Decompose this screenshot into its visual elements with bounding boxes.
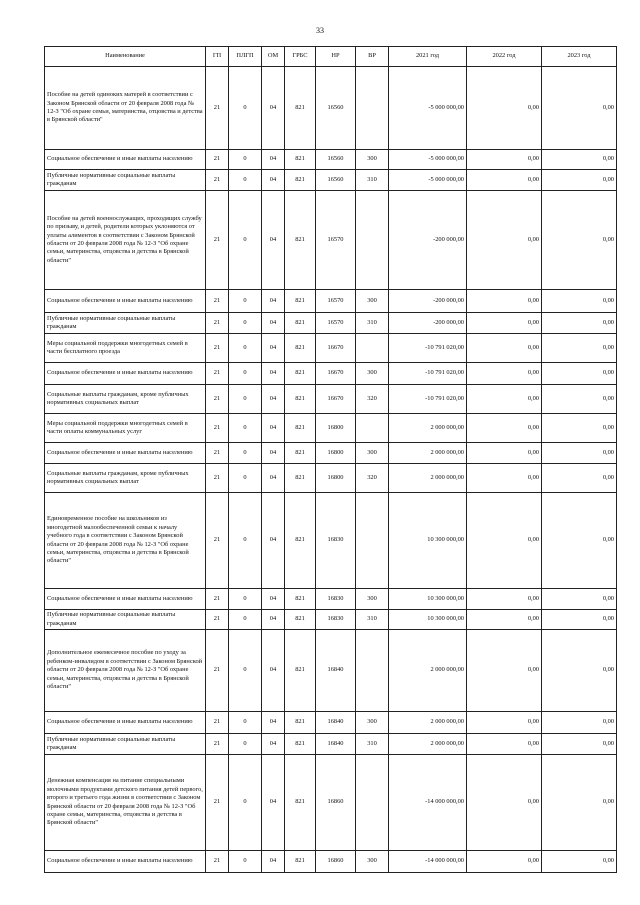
- column-gp-header: ГП: [206, 47, 229, 67]
- table-header-row: [45, 47, 617, 67]
- column-nr-cell: 16840: [316, 734, 356, 755]
- column-grbs-cell: 821: [285, 712, 316, 734]
- column-om-cell: 04: [262, 610, 285, 630]
- column-name-cell: Единовременное пособие на школьников из многодетной малообеспеченной семьи к началу учебного года в соответствии с Законом Брянской области от 20 февраля 2008 года № 12-З "Об охране семьи, материнства, отцовства и детства в Брянской области": [45, 493, 206, 589]
- column-2023-cell: 0,00: [542, 67, 617, 150]
- column-om-cell: 04: [262, 313, 285, 334]
- column-2023-cell: 0,00: [542, 755, 617, 851]
- column-grbs-cell: 821: [285, 313, 316, 334]
- table-row: [45, 734, 617, 755]
- column-name-cell: Социальное обеспечение и иные выплаты населению: [45, 851, 206, 873]
- column-vr-cell: [356, 755, 389, 851]
- table-row: [45, 589, 617, 610]
- column-plgp-cell: 0: [229, 712, 262, 734]
- column-grbs-cell: 821: [285, 150, 316, 170]
- column-name-cell: Дополнительное ежемесячное пособие по уходу за ребенком-инвалидом в соответствии с Законом Брянской области от 20 февраля 2008 года № 12-З "Об охране семьи, материнства, отцовства и детства в Брянской области": [45, 630, 206, 712]
- column-name-cell: Меры социальной поддержки многодетных семей в части бесплатного проезда: [45, 334, 206, 363]
- column-2022-cell: 0,00: [467, 67, 542, 150]
- budget-table: [44, 46, 617, 873]
- column-nr-cell: 16570: [316, 290, 356, 313]
- column-name-cell: Социальное обеспечение и иные выплаты населению: [45, 589, 206, 610]
- table-row: [45, 313, 617, 334]
- column-name-cell: Социальное обеспечение и иные выплаты населению: [45, 712, 206, 734]
- column-plgp-cell: 0: [229, 150, 262, 170]
- column-om-cell: 04: [262, 493, 285, 589]
- table-row: [45, 150, 617, 170]
- column-2021-cell: -14 000 000,00: [389, 755, 467, 851]
- column-nr-cell: 16800: [316, 414, 356, 443]
- column-2021-cell: 10 300 000,00: [389, 493, 467, 589]
- column-2022-cell: 0,00: [467, 290, 542, 313]
- column-nr-cell: 16570: [316, 313, 356, 334]
- column-vr-header: ВР: [356, 47, 389, 67]
- column-name-cell: Социальные выплаты гражданам, кроме публичных нормативных социальных выплат: [45, 385, 206, 414]
- column-gp-cell: 21: [206, 734, 229, 755]
- column-plgp-cell: 0: [229, 290, 262, 313]
- column-2021-cell: 10 300 000,00: [389, 589, 467, 610]
- column-vr-cell: 300: [356, 851, 389, 873]
- column-2023-cell: 0,00: [542, 734, 617, 755]
- column-plgp-cell: 0: [229, 67, 262, 150]
- column-name-cell: Пособие на детей одиноких матерей в соответствии с Законом Брянской области от 20 февраля 2008 года № 12-З "Об охране семьи, материнства, отцовства и детства в Брянской области": [45, 67, 206, 150]
- column-gp-cell: 21: [206, 464, 229, 493]
- column-2022-cell: 0,00: [467, 363, 542, 385]
- column-vr-cell: 300: [356, 290, 389, 313]
- column-2022-cell: 0,00: [467, 493, 542, 589]
- column-grbs-cell: 821: [285, 734, 316, 755]
- column-2023-cell: 0,00: [542, 414, 617, 443]
- column-2023-cell: 0,00: [542, 385, 617, 414]
- column-plgp-cell: 0: [229, 363, 262, 385]
- column-gp-cell: 21: [206, 170, 229, 191]
- column-2021-cell: -10 791 020,00: [389, 363, 467, 385]
- column-plgp-cell: 0: [229, 464, 262, 493]
- table-row: [45, 443, 617, 464]
- column-nr-cell: 16670: [316, 334, 356, 363]
- column-plgp-cell: 0: [229, 334, 262, 363]
- column-om-cell: 04: [262, 414, 285, 443]
- column-2022-cell: 0,00: [467, 712, 542, 734]
- column-gp-cell: 21: [206, 493, 229, 589]
- column-grbs-cell: 821: [285, 334, 316, 363]
- column-gp-cell: 21: [206, 150, 229, 170]
- column-2023-cell: 0,00: [542, 610, 617, 630]
- table-row: [45, 385, 617, 414]
- column-vr-cell: 300: [356, 363, 389, 385]
- column-om-cell: 04: [262, 67, 285, 150]
- table-row: [45, 334, 617, 363]
- column-2021-cell: -14 000 000,00: [389, 851, 467, 873]
- column-2021-cell: -5 000 000,00: [389, 170, 467, 191]
- column-om-cell: 04: [262, 150, 285, 170]
- column-name-cell: Публичные нормативные социальные выплаты гражданам: [45, 610, 206, 630]
- table-row: [45, 363, 617, 385]
- column-vr-cell: 300: [356, 589, 389, 610]
- column-gp-cell: 21: [206, 67, 229, 150]
- column-2022-cell: 0,00: [467, 851, 542, 873]
- table-row: [45, 493, 617, 589]
- column-grbs-cell: 821: [285, 589, 316, 610]
- column-gp-cell: 21: [206, 755, 229, 851]
- column-om-cell: 04: [262, 191, 285, 290]
- column-plgp-cell: 0: [229, 493, 262, 589]
- column-plgp-cell: 0: [229, 170, 262, 191]
- column-2021-cell: -200 000,00: [389, 313, 467, 334]
- column-name-cell: Социальное обеспечение и иные выплаты населению: [45, 443, 206, 464]
- column-2023-cell: 0,00: [542, 443, 617, 464]
- column-2021-cell: -10 791 020,00: [389, 334, 467, 363]
- table-row: [45, 464, 617, 493]
- column-grbs-cell: 821: [285, 191, 316, 290]
- column-name-cell: Публичные нормативные социальные выплаты гражданам: [45, 170, 206, 191]
- table-row: [45, 755, 617, 851]
- column-nr-header: НР: [316, 47, 356, 67]
- table-row: [45, 610, 617, 630]
- column-2022-header: 2022 год: [467, 47, 542, 67]
- column-plgp-cell: 0: [229, 313, 262, 334]
- column-grbs-cell: 821: [285, 610, 316, 630]
- column-gp-cell: 21: [206, 191, 229, 290]
- column-gp-cell: 21: [206, 334, 229, 363]
- column-name-cell: Социальное обеспечение и иные выплаты населению: [45, 150, 206, 170]
- column-vr-cell: 320: [356, 464, 389, 493]
- column-grbs-header: ГРБС: [285, 47, 316, 67]
- column-vr-cell: 310: [356, 313, 389, 334]
- column-2021-cell: 2 000 000,00: [389, 464, 467, 493]
- column-nr-cell: 16860: [316, 755, 356, 851]
- column-om-cell: 04: [262, 755, 285, 851]
- column-gp-cell: 21: [206, 589, 229, 610]
- column-gp-cell: 21: [206, 414, 229, 443]
- column-gp-cell: 21: [206, 712, 229, 734]
- column-2021-header: 2021 год: [389, 47, 467, 67]
- table-row: [45, 67, 617, 150]
- column-2023-cell: 0,00: [542, 290, 617, 313]
- column-nr-cell: 16840: [316, 712, 356, 734]
- column-2022-cell: 0,00: [467, 334, 542, 363]
- column-2021-cell: -5 000 000,00: [389, 67, 467, 150]
- column-grbs-cell: 821: [285, 851, 316, 873]
- column-2021-cell: 2 000 000,00: [389, 630, 467, 712]
- column-gp-cell: 21: [206, 630, 229, 712]
- page-number: 33: [316, 26, 324, 35]
- column-grbs-cell: 821: [285, 493, 316, 589]
- column-2023-cell: 0,00: [542, 851, 617, 873]
- column-om-cell: 04: [262, 385, 285, 414]
- column-2023-cell: 0,00: [542, 712, 617, 734]
- column-grbs-cell: 821: [285, 290, 316, 313]
- column-nr-cell: 16670: [316, 385, 356, 414]
- column-2022-cell: 0,00: [467, 589, 542, 610]
- column-nr-cell: 16570: [316, 191, 356, 290]
- column-2022-cell: 0,00: [467, 150, 542, 170]
- column-plgp-cell: 0: [229, 191, 262, 290]
- column-om-cell: 04: [262, 170, 285, 191]
- column-vr-cell: 310: [356, 170, 389, 191]
- column-om-cell: 04: [262, 589, 285, 610]
- column-2022-cell: 0,00: [467, 630, 542, 712]
- column-nr-cell: 16560: [316, 67, 356, 150]
- column-vr-cell: 320: [356, 385, 389, 414]
- column-grbs-cell: 821: [285, 443, 316, 464]
- column-name-cell: Публичные нормативные социальные выплаты гражданам: [45, 734, 206, 755]
- table-row: [45, 630, 617, 712]
- column-2022-cell: 0,00: [467, 170, 542, 191]
- column-grbs-cell: 821: [285, 385, 316, 414]
- column-vr-cell: 300: [356, 150, 389, 170]
- table-row: [45, 170, 617, 191]
- column-grbs-cell: 821: [285, 414, 316, 443]
- column-name-cell: Социальные выплаты гражданам, кроме публичных нормативных социальных выплат: [45, 464, 206, 493]
- column-plgp-cell: 0: [229, 851, 262, 873]
- column-vr-cell: [356, 191, 389, 290]
- column-2023-cell: 0,00: [542, 363, 617, 385]
- column-2021-cell: -10 791 020,00: [389, 385, 467, 414]
- column-grbs-cell: 821: [285, 464, 316, 493]
- column-plgp-cell: 0: [229, 610, 262, 630]
- column-name-cell: Денежная компенсация на питание специальными молочными продуктами детского питания детей первого, второго и третьего года жизни в соответствии с Законом Брянской области от 20 февраля 2008 года № 12-З "Об охране семьи, материнства, отцовства и детства в Брянской области": [45, 755, 206, 851]
- column-2022-cell: 0,00: [467, 755, 542, 851]
- column-om-cell: 04: [262, 734, 285, 755]
- column-2023-cell: 0,00: [542, 170, 617, 191]
- column-2021-cell: -5 000 000,00: [389, 150, 467, 170]
- column-om-cell: 04: [262, 334, 285, 363]
- column-gp-cell: 21: [206, 610, 229, 630]
- column-2021-cell: 2 000 000,00: [389, 414, 467, 443]
- column-vr-cell: 300: [356, 712, 389, 734]
- column-2023-cell: 0,00: [542, 589, 617, 610]
- column-gp-cell: 21: [206, 313, 229, 334]
- column-name-cell: Пособие на детей военнослужащих, проходящих службу по призыву, и детей, родители которых уклоняются от уплаты алиментов в соответствии с Законом Брянской области от 20 февраля 2008 года № 12-З "Об охране семьи, материнства, отцовства и детства в Брянской области": [45, 191, 206, 290]
- column-plgp-cell: 0: [229, 589, 262, 610]
- column-nr-cell: 16560: [316, 170, 356, 191]
- column-om-cell: 04: [262, 712, 285, 734]
- column-plgp-cell: 0: [229, 734, 262, 755]
- column-nr-cell: 16800: [316, 443, 356, 464]
- column-plgp-cell: 0: [229, 443, 262, 464]
- column-plgp-cell: 0: [229, 414, 262, 443]
- column-vr-cell: [356, 493, 389, 589]
- column-om-cell: 04: [262, 851, 285, 873]
- column-2022-cell: 0,00: [467, 414, 542, 443]
- column-nr-cell: 16830: [316, 610, 356, 630]
- column-grbs-cell: 821: [285, 363, 316, 385]
- column-plgp-cell: 0: [229, 385, 262, 414]
- table-row: [45, 290, 617, 313]
- column-gp-cell: 21: [206, 443, 229, 464]
- table-row: [45, 851, 617, 873]
- column-2023-cell: 0,00: [542, 630, 617, 712]
- column-nr-cell: 16840: [316, 630, 356, 712]
- column-2022-cell: 0,00: [467, 443, 542, 464]
- column-vr-cell: 310: [356, 610, 389, 630]
- column-2023-cell: 0,00: [542, 334, 617, 363]
- column-plgp-cell: 0: [229, 630, 262, 712]
- column-2021-cell: 2 000 000,00: [389, 443, 467, 464]
- column-2022-cell: 0,00: [467, 385, 542, 414]
- column-2023-cell: 0,00: [542, 150, 617, 170]
- column-2023-cell: 0,00: [542, 493, 617, 589]
- column-om-cell: 04: [262, 363, 285, 385]
- table-row: [45, 712, 617, 734]
- column-2023-cell: 0,00: [542, 191, 617, 290]
- column-om-header: ОМ: [262, 47, 285, 67]
- column-vr-cell: [356, 67, 389, 150]
- column-grbs-cell: 821: [285, 67, 316, 150]
- column-gp-cell: 21: [206, 385, 229, 414]
- column-name-cell: Публичные нормативные социальные выплаты гражданам: [45, 313, 206, 334]
- column-gp-cell: 21: [206, 851, 229, 873]
- column-name-cell: Социальное обеспечение и иные выплаты населению: [45, 290, 206, 313]
- column-2022-cell: 0,00: [467, 464, 542, 493]
- column-2022-cell: 0,00: [467, 313, 542, 334]
- column-name-cell: Меры социальной поддержки многодетных семей в части оплаты коммунальных услуг: [45, 414, 206, 443]
- column-gp-cell: 21: [206, 290, 229, 313]
- column-2021-cell: -200 000,00: [389, 191, 467, 290]
- column-vr-cell: [356, 630, 389, 712]
- column-vr-cell: [356, 414, 389, 443]
- column-2023-cell: 0,00: [542, 313, 617, 334]
- table-row: [45, 191, 617, 290]
- column-grbs-cell: 821: [285, 755, 316, 851]
- column-nr-cell: 16830: [316, 589, 356, 610]
- column-om-cell: 04: [262, 443, 285, 464]
- column-vr-cell: [356, 334, 389, 363]
- column-om-cell: 04: [262, 464, 285, 493]
- column-nr-cell: 16830: [316, 493, 356, 589]
- column-name-header: Наименование: [45, 47, 206, 67]
- column-vr-cell: 310: [356, 734, 389, 755]
- column-2021-cell: 10 300 000,00: [389, 610, 467, 630]
- column-plgp-header: ПЛГП: [229, 47, 262, 67]
- column-nr-cell: 16670: [316, 363, 356, 385]
- column-2022-cell: 0,00: [467, 610, 542, 630]
- column-nr-cell: 16860: [316, 851, 356, 873]
- column-name-cell: Социальное обеспечение и иные выплаты населению: [45, 363, 206, 385]
- column-nr-cell: 16800: [316, 464, 356, 493]
- column-vr-cell: 300: [356, 443, 389, 464]
- column-nr-cell: 16560: [316, 150, 356, 170]
- table-row: [45, 414, 617, 443]
- column-2021-cell: 2 000 000,00: [389, 734, 467, 755]
- column-om-cell: 04: [262, 290, 285, 313]
- column-2021-cell: 2 000 000,00: [389, 712, 467, 734]
- table-body: [45, 67, 617, 873]
- column-2021-cell: -200 000,00: [389, 290, 467, 313]
- column-2023-cell: 0,00: [542, 464, 617, 493]
- column-gp-cell: 21: [206, 363, 229, 385]
- column-grbs-cell: 821: [285, 170, 316, 191]
- column-grbs-cell: 821: [285, 630, 316, 712]
- column-2022-cell: 0,00: [467, 734, 542, 755]
- column-2022-cell: 0,00: [467, 191, 542, 290]
- column-2023-header: 2023 год: [542, 47, 617, 67]
- column-om-cell: 04: [262, 630, 285, 712]
- column-plgp-cell: 0: [229, 755, 262, 851]
